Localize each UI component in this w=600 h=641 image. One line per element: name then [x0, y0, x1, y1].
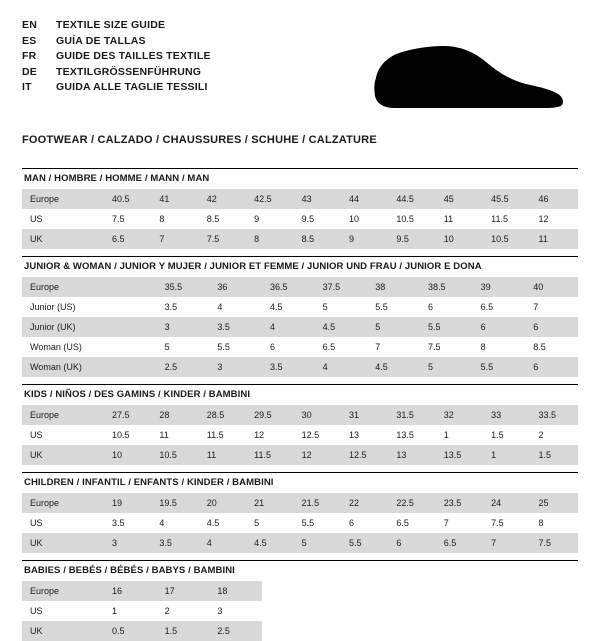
cell: 28.5 — [199, 405, 246, 425]
cell: 6 — [473, 317, 526, 337]
cell: 9 — [341, 229, 388, 249]
cell: 5.5 — [367, 297, 420, 317]
size-group-children — [22, 472, 578, 553]
cell: 3 — [157, 317, 210, 337]
cell: 7 — [436, 513, 483, 533]
cell: 1 — [483, 445, 530, 465]
table-row — [22, 601, 262, 621]
cell: 6 — [525, 317, 578, 337]
cell: 4.5 — [199, 513, 246, 533]
row-label: Europe — [22, 277, 104, 297]
cell: 3.5 — [262, 357, 315, 377]
language-row — [22, 65, 211, 80]
cell: 6.5 — [104, 229, 151, 249]
cell: 2 — [531, 425, 578, 445]
row-label: Europe — [22, 405, 104, 425]
cell: 8.5 — [294, 229, 341, 249]
dress-shoe-icon — [368, 34, 568, 116]
row-label: UK — [22, 621, 104, 641]
language-title-list — [22, 18, 211, 95]
cell: 38 — [367, 277, 420, 297]
size-table-kids — [22, 405, 578, 465]
row-label: US — [22, 425, 104, 445]
row-label: US — [22, 209, 104, 229]
cell: 18 — [209, 581, 262, 601]
cell: 11.5 — [199, 425, 246, 445]
cell: 10.5 — [151, 445, 198, 465]
table-row — [22, 621, 262, 641]
table-row — [22, 189, 578, 209]
cell: 37.5 — [315, 277, 368, 297]
cell: 12 — [294, 445, 341, 465]
language-title: GUIDE DES TAILLES TEXTILE — [56, 50, 211, 62]
cell: 12.5 — [294, 425, 341, 445]
cell: 13.5 — [388, 425, 435, 445]
cell: 36.5 — [262, 277, 315, 297]
cell: 1.5 — [483, 425, 530, 445]
cell: 5.5 — [473, 357, 526, 377]
table-row — [22, 337, 578, 357]
cell: 1 — [104, 601, 157, 621]
language-title: TEXTILGRÖSSENFÜHRUNG — [56, 65, 202, 78]
cell: 33 — [483, 405, 530, 425]
cell: 7.5 — [531, 533, 578, 553]
cell: 22.5 — [388, 493, 435, 513]
table-row — [22, 493, 578, 513]
language-title: TEXTILE SIZE GUIDE — [56, 19, 166, 31]
cell: 6 — [341, 513, 388, 533]
cell: 11 — [151, 425, 198, 445]
cell: 46 — [531, 189, 578, 209]
cell: 6.5 — [473, 297, 526, 317]
table-row — [22, 425, 578, 445]
language-code: DE — [22, 65, 37, 78]
table-row — [22, 533, 578, 553]
row-label: UK — [22, 533, 104, 553]
group-title: CHILDREN / INFANTIL / ENFANTS / KINDER / BAMBINI — [22, 473, 578, 493]
table-row — [22, 405, 578, 425]
table-row — [22, 209, 578, 229]
cell: 12 — [246, 425, 293, 445]
cell: 6 — [262, 337, 315, 357]
cell: 19.5 — [151, 493, 198, 513]
cell: 10.5 — [388, 209, 435, 229]
cell: 5 — [315, 297, 368, 317]
cell: 38.5 — [420, 277, 473, 297]
cell: 4 — [315, 357, 368, 377]
page-header — [22, 18, 578, 116]
cell: 24 — [483, 493, 530, 513]
cell: 44.5 — [388, 189, 435, 209]
cell: 3 — [209, 357, 262, 377]
cell: 43 — [294, 189, 341, 209]
cell: 25 — [531, 493, 578, 513]
language-row — [22, 34, 211, 49]
cell: 13.5 — [436, 445, 483, 465]
cell: 3 — [104, 533, 151, 553]
table-row — [22, 445, 578, 465]
cell: 7.5 — [420, 337, 473, 357]
cell: 6 — [525, 357, 578, 377]
cell — [104, 337, 157, 357]
cell: 6.5 — [436, 533, 483, 553]
cell: 7 — [483, 533, 530, 553]
cell: 32 — [436, 405, 483, 425]
row-label: US — [22, 601, 104, 621]
row-label: UK — [22, 229, 104, 249]
cell: 8 — [151, 209, 198, 229]
row-label: Junior (UK) — [22, 317, 104, 337]
cell: 3.5 — [157, 297, 210, 317]
cell: 11.5 — [483, 209, 530, 229]
cell: 20 — [199, 493, 246, 513]
cell: 5.5 — [420, 317, 473, 337]
cell: 7 — [151, 229, 198, 249]
cell: 0.5 — [104, 621, 157, 641]
cell: 5 — [367, 317, 420, 337]
cell: 12 — [531, 209, 578, 229]
cell: 10.5 — [104, 425, 151, 445]
cell: 4 — [151, 513, 198, 533]
row-label: UK — [22, 445, 104, 465]
language-row — [22, 80, 211, 95]
cell — [104, 277, 157, 297]
size-group-kids — [22, 384, 578, 465]
cell: 12.5 — [341, 445, 388, 465]
cell: 30 — [294, 405, 341, 425]
cell: 1.5 — [157, 621, 210, 641]
cell: 7.5 — [483, 513, 530, 533]
group-title: JUNIOR & WOMAN / JUNIOR Y MUJER / JUNIOR ET FEMME / JUNIOR UND FRAU / JUNIOR E DONA — [22, 257, 578, 277]
cell: 10 — [341, 209, 388, 229]
cell: 11 — [199, 445, 246, 465]
cell: 5 — [246, 513, 293, 533]
cell: 7 — [367, 337, 420, 357]
row-label: Woman (UK) — [22, 357, 104, 377]
group-title: KIDS / NIÑOS / DES GAMINS / KINDER / BAMBINI — [22, 385, 578, 405]
cell: 7.5 — [199, 229, 246, 249]
row-label: Europe — [22, 189, 104, 209]
language-code: FR — [22, 50, 37, 62]
table-row — [22, 513, 578, 533]
cell: 7 — [525, 297, 578, 317]
group-title: BABIES / BEBÉS / BÉBÉS / BABYS / BAMBINI — [22, 561, 578, 581]
size-group-babies — [22, 560, 578, 641]
cell: 40 — [525, 277, 578, 297]
cell: 2.5 — [209, 621, 262, 641]
cell: 29.5 — [246, 405, 293, 425]
cell: 45 — [436, 189, 483, 209]
size-table-babies — [22, 581, 262, 641]
cell: 17 — [157, 581, 210, 601]
cell — [104, 357, 157, 377]
cell: 11 — [436, 209, 483, 229]
cell: 23.5 — [436, 493, 483, 513]
language-title: GUIDA ALLE TAGLIE TESSILI — [56, 81, 208, 93]
cell: 13 — [341, 425, 388, 445]
language-code: ES — [22, 34, 37, 47]
cell: 42.5 — [246, 189, 293, 209]
size-table-children — [22, 493, 578, 553]
cell: 3.5 — [151, 533, 198, 553]
cell: 28 — [151, 405, 198, 425]
cell: 33.5 — [531, 405, 578, 425]
cell: 4.5 — [262, 297, 315, 317]
cell: 4.5 — [367, 357, 420, 377]
table-row — [22, 297, 578, 317]
cell: 13 — [388, 445, 435, 465]
table-row — [22, 277, 578, 297]
size-group-junior-woman — [22, 256, 578, 377]
cell: 9.5 — [388, 229, 435, 249]
table-row — [22, 317, 578, 337]
cell: 2.5 — [157, 357, 210, 377]
cell: 45.5 — [483, 189, 530, 209]
cell: 11 — [531, 229, 578, 249]
cell: 39 — [473, 277, 526, 297]
cell: 8.5 — [525, 337, 578, 357]
row-label: Woman (US) — [22, 337, 104, 357]
cell: 11.5 — [246, 445, 293, 465]
cell: 21 — [246, 493, 293, 513]
cell: 5 — [157, 337, 210, 357]
table-row — [22, 357, 578, 377]
cell: 8.5 — [199, 209, 246, 229]
cell: 6.5 — [388, 513, 435, 533]
cell — [104, 297, 157, 317]
cell: 31 — [341, 405, 388, 425]
cell: 16 — [104, 581, 157, 601]
cell: 5 — [294, 533, 341, 553]
cell: 6 — [388, 533, 435, 553]
language-code: IT — [22, 81, 32, 93]
cell: 10 — [436, 229, 483, 249]
cell: 9.5 — [294, 209, 341, 229]
cell: 5.5 — [294, 513, 341, 533]
cell: 40.5 — [104, 189, 151, 209]
cell: 22 — [341, 493, 388, 513]
cell: 35.5 — [157, 277, 210, 297]
size-table-junior-woman — [22, 277, 578, 377]
cell: 4.5 — [315, 317, 368, 337]
cell: 6.5 — [315, 337, 368, 357]
cell: 36 — [209, 277, 262, 297]
cell: 10 — [104, 445, 151, 465]
cell: 4.5 — [246, 533, 293, 553]
cell: 27.5 — [104, 405, 151, 425]
cell: 3.5 — [104, 513, 151, 533]
cell: 2 — [157, 601, 210, 621]
size-group-man — [22, 168, 578, 249]
cell: 4 — [199, 533, 246, 553]
cell: 3 — [209, 601, 262, 621]
cell: 6 — [420, 297, 473, 317]
cell: 5 — [420, 357, 473, 377]
cell: 1.5 — [531, 445, 578, 465]
cell: 31.5 — [388, 405, 435, 425]
language-code: EN — [22, 19, 37, 31]
cell: 4 — [262, 317, 315, 337]
language-title: GUÍA DE TALLAS — [56, 34, 146, 47]
cell: 5.5 — [209, 337, 262, 357]
cell: 10.5 — [483, 229, 530, 249]
row-label: Europe — [22, 581, 104, 601]
group-title: MAN / HOMBRE / HOMME / MANN / MAN — [22, 169, 578, 189]
cell: 9 — [246, 209, 293, 229]
cell: 8 — [246, 229, 293, 249]
row-label: US — [22, 513, 104, 533]
cell: 1 — [436, 425, 483, 445]
cell: 42 — [199, 189, 246, 209]
cell: 5.5 — [341, 533, 388, 553]
table-row — [22, 581, 262, 601]
cell: 3.5 — [209, 317, 262, 337]
table-row — [22, 229, 578, 249]
size-table-man — [22, 189, 578, 249]
cell — [104, 317, 157, 337]
cell: 8 — [473, 337, 526, 357]
row-label: Junior (US) — [22, 297, 104, 317]
cell: 44 — [341, 189, 388, 209]
cell: 21.5 — [294, 493, 341, 513]
cell: 41 — [151, 189, 198, 209]
cell: 8 — [531, 513, 578, 533]
language-row — [22, 18, 211, 33]
row-label: Europe — [22, 493, 104, 513]
language-row — [22, 49, 211, 64]
cell: 7.5 — [104, 209, 151, 229]
footwear-section-title: FOOTWEAR / CALZADO / CHAUSSURES / SCHUHE / CALZATURE — [22, 134, 377, 146]
cell: 4 — [209, 297, 262, 317]
cell: 19 — [104, 493, 151, 513]
